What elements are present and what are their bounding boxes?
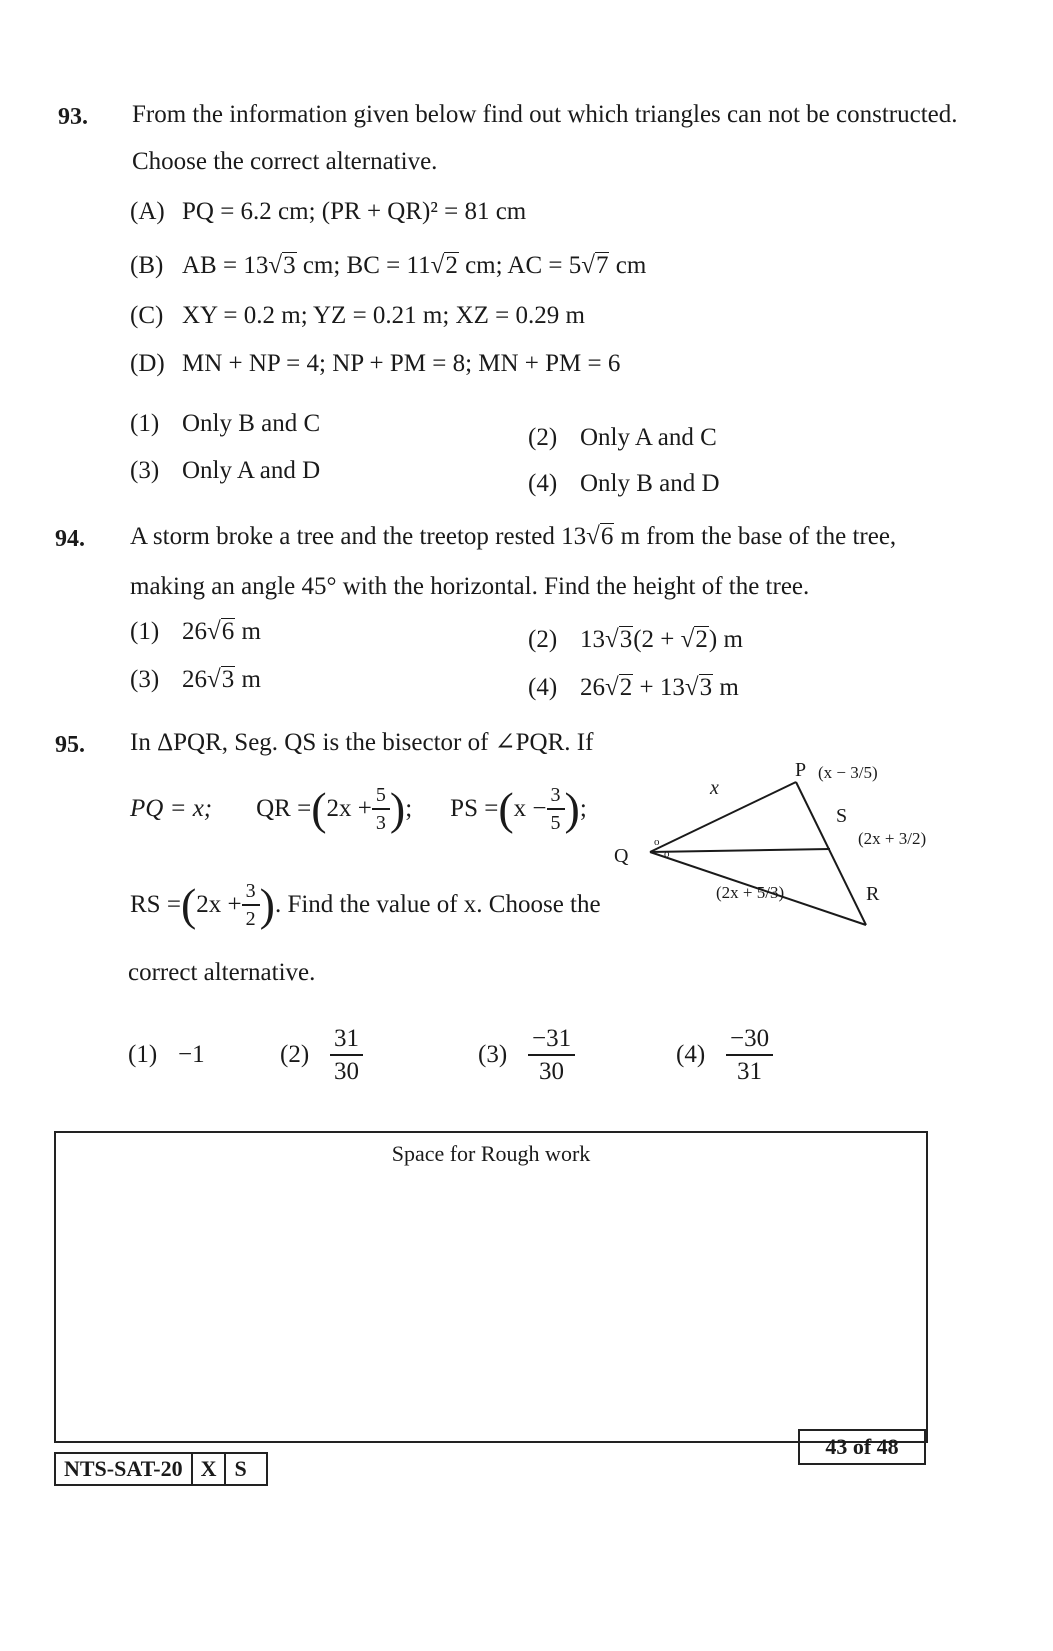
q95-option-3[interactable]: (3) $\frac{-31}{30}$ — [478, 1020, 575, 1090]
q94-option-1[interactable]: (1) 26√6 m — [130, 618, 261, 645]
q94-stem-line2: making an angle 45° with the horizontal. Find the height of the tree. — [130, 573, 810, 600]
vertex-q: Q — [614, 845, 629, 867]
q93-number: 93. — [58, 104, 88, 130]
segment-pr — [796, 782, 866, 925]
q95-option-4[interactable]: (4) $\frac{-30}{31}$ — [676, 1020, 773, 1090]
label-ps: (x − 3/5) — [818, 763, 878, 782]
label-qr: (2x + 5/3) — [716, 883, 785, 902]
angle-mark-lower: o — [664, 848, 670, 860]
footer-cell-x: X — [192, 1453, 226, 1485]
vertex-p: P — [795, 759, 807, 781]
vertex-r: R — [866, 883, 880, 905]
segment-qp — [650, 782, 796, 852]
q93-option-2[interactable]: (2) Only A and C — [528, 424, 717, 451]
label-sr: (2x + 3/2) — [858, 829, 927, 848]
footer-code-table — [54, 1452, 268, 1486]
q93-statement-d: (D) MN + NP = 4; NP + PM = 8; MN + PM = 6 — [130, 350, 621, 377]
q95-stem-line1: In ΔPQR, Seg. QS is the bisector of ∠PQR. If — [130, 729, 594, 756]
footer-code: NTS-SAT-20 — [55, 1453, 192, 1485]
q93-stem-line2: Choose the correct alternative. — [132, 148, 438, 175]
label-pq: x — [710, 777, 719, 799]
q93-option-4[interactable]: (4) Only B and D — [528, 470, 720, 497]
q94-option-2[interactable]: (2) 13√3(2 + √2) m — [528, 626, 743, 653]
vertex-s: S — [836, 805, 848, 827]
footer-cell-s: S — [225, 1453, 267, 1485]
angle-mark-upper: o — [654, 836, 660, 848]
q93-statement-b: (B) AB = 13√3 cm; BC = 11√2 cm; AC = 5√7 cm — [130, 252, 647, 279]
q93-statement-a: (A) PQ = 6.2 cm; (PR + QR)² = 81 cm — [130, 198, 527, 225]
q93-stem-line1: From the information given below find out which triangles can not be constructed. — [132, 101, 958, 128]
q93-statement-c: (C) XY = 0.2 m; YZ = 0.21 m; XZ = 0.29 m — [130, 302, 585, 329]
q95-triangle-figure — [614, 759, 1000, 960]
q94-option-4[interactable]: (4) 26√2 + 13√3 m — [528, 674, 739, 701]
q95-number: 95. — [55, 732, 85, 758]
q93-option-3[interactable]: (3) Only A and D — [130, 457, 321, 484]
q94-stem-line1: A storm broke a tree and the treetop rested 13√6 m from the base of the tree, — [130, 523, 897, 550]
q93-option-1[interactable]: (1) Only B and C — [130, 410, 321, 437]
q94-option-3[interactable]: (3) 26√3 m — [130, 666, 261, 693]
rough-work-title: Space for Rough work — [391, 1141, 591, 1166]
q95-rs-line: RS = ( 2x + $\frac{3}{2}$ ) . Find the value of x. Choose the — [130, 879, 601, 930]
q95-option-1[interactable]: (1) −1 — [128, 1041, 205, 1068]
q95-given-values: PQ = x; QR = ( 2x + $\frac{5}{3}$ ) ; PS = ( x − $\frac{3}{5}$ ) ; — [130, 783, 587, 834]
page-number: 43 of 48 — [798, 1429, 926, 1465]
segment-qs — [650, 849, 830, 852]
rough-work-box — [54, 1131, 928, 1443]
q95-option-2[interactable]: (2) $\frac{31}{30}$ — [280, 1020, 363, 1090]
q94-number: 94. — [55, 526, 85, 552]
q95-stem-last: correct alternative. — [128, 959, 316, 986]
